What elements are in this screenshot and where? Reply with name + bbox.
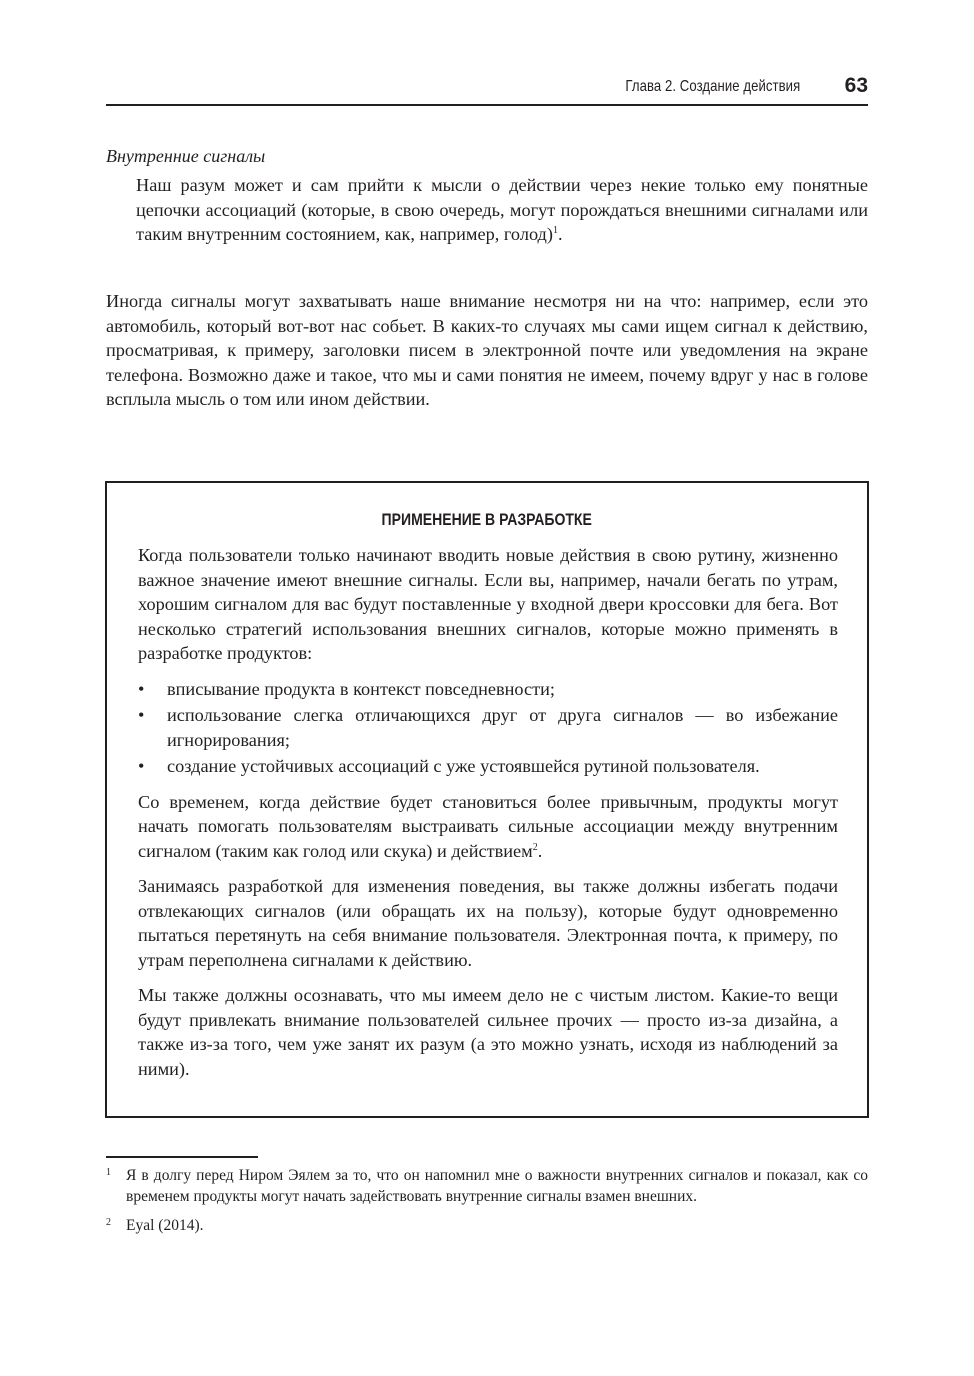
box-title — [107, 511, 867, 530]
footnotes — [106, 1165, 868, 1244]
footnote-rule — [106, 1156, 258, 1158]
list-item-text: создание устойчивых ассоциаций с уже устоявшейся рутиной пользователя. — [167, 756, 760, 776]
box-paragraph-2-text: Со временем, когда действие будет становиться более привычным, продукты могут начать помогать пользователям выстраивать сильные ассоциации между внутренним сигналом (таким как голод или скука) и действием — [138, 791, 838, 861]
footnote-text: Я в долгу перед Ниром Эялем за то, что он напомнил мне о важности внутренних сигналов и показал, как со временем продукты могут начать задействовать внутренние сигналы взамен внешних. — [126, 1167, 868, 1205]
box-paragraph-4: Мы также должны осознавать, что мы имеем дело не с чистым листом. Какие-то вещи будут привлекать внимание пользователей сильнее прочих — просто из-за дизайна, а также из-за того, чем уже занят их разум (а это можно узнать, исходя из наблюдений за ними). — [138, 985, 838, 1079]
indented-paragraph — [136, 173, 868, 247]
footnote-number: 1 — [106, 1167, 111, 1178]
indented-paragraph-text: Наш разум может и сам прийти к мысли о действии через некие только ему понятные цепочки ассоциаций (которые, в свою очередь, могут порождаться внешними сигналами или таким внутренним состоянием, как, например, голод) — [136, 175, 868, 244]
list-item — [138, 754, 838, 779]
main-paragraph-text: Иногда сигналы могут захватывать наше внимание несмотря ни на что: например, если это автомобиль, который вот-вот нас собьет. В каких-то случаях мы сами ищем сигнал к действию, просматривая, к примеру, заголовки писем в электронной почте или уведомления на экране телефона. Возможно даже и такое, что мы и сами понятия не имеем, почему вдруг у нас в голове всплыла мысль о том или ином действии. — [106, 291, 868, 409]
running-header — [106, 74, 868, 100]
main-paragraph — [106, 289, 868, 412]
strategy-list — [138, 677, 838, 779]
footnote-ref-2[interactable]: 2 — [532, 841, 538, 853]
footnote-number: 2 — [106, 1217, 111, 1228]
header-rule — [106, 104, 868, 106]
box-title-text: ПРИМЕНЕНИЕ В РАЗРАБОТКЕ — [381, 511, 593, 529]
footnote-1 — [106, 1165, 868, 1207]
box-paragraph-3: Занимаясь разработкой для изменения поведения, вы также должны избегать подачи отвлекающих сигналов (или обращать их на пользу), которые будут одновременно пытаться перетянуть на себя внимание пользователя. Электронная почта, к примеру, по утрам переполнена сигналами к действию. — [138, 876, 838, 970]
footnote-text: Eyal (2014). — [126, 1217, 204, 1234]
box-paragraph-2-end: . — [537, 840, 543, 861]
indented-paragraph-end: . — [557, 224, 563, 244]
bullet-icon: • — [138, 678, 145, 699]
list-item — [138, 677, 838, 702]
list-item — [138, 703, 838, 752]
list-item-text: использование слегка отличающихся друг от друга сигналов — во избежание игнорирования; — [167, 705, 838, 750]
box-body — [138, 543, 838, 1092]
bullet-icon: • — [138, 705, 145, 725]
footnote-ref-1[interactable]: 1 — [552, 224, 558, 236]
footnote-2 — [106, 1215, 868, 1236]
design-application-box — [105, 481, 869, 1118]
section-subheading: Внутренние сигналы — [106, 146, 266, 166]
box-intro-paragraph: Когда пользователи только начинают вводить новые действия в свою рутину, жизненно важное значение имеют внешние сигналы. Если вы, например, начали бегать по утрам, хорошим сигналом для вас будут поставленные у входной двери кроссовки для бега. Вот несколько стратегий использования внешних сигналов, которые можно применять в разработке продуктов: — [138, 545, 838, 663]
list-item-text: вписывание продукта в контекст повседневности; — [167, 678, 555, 699]
bullet-icon: • — [138, 756, 145, 776]
box-paragraph-2 — [138, 790, 838, 864]
page-number: 63 — [844, 74, 868, 97]
chapter-title: Глава 2. Создание действия — [625, 78, 800, 95]
